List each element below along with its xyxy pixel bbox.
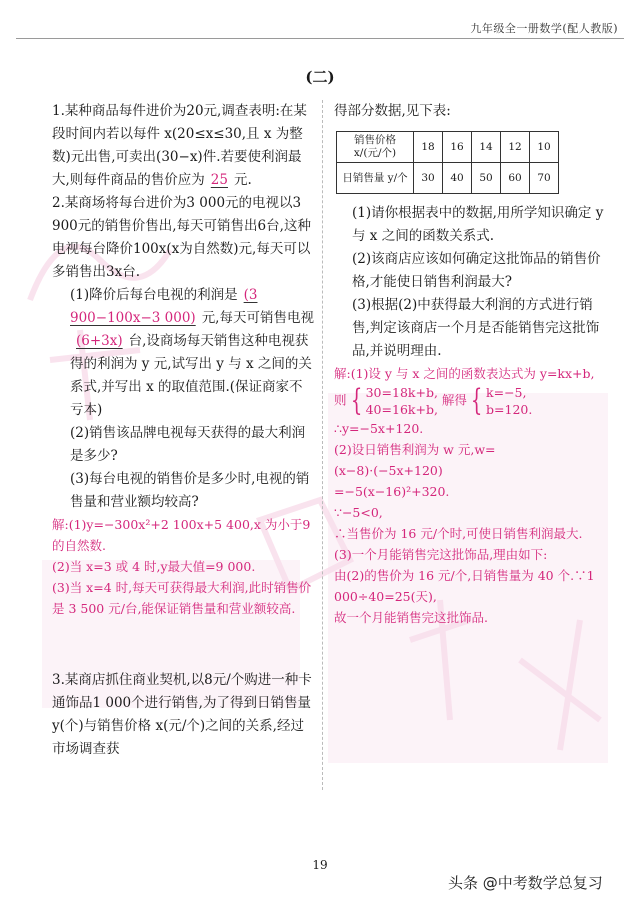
table-cell: 12 xyxy=(501,132,530,163)
q2-p1-text-b: 元,每天可销售电视 xyxy=(201,310,314,326)
q3-solution-line: =−5(x−16)²+320. xyxy=(334,484,450,499)
book-title: 九年级全一册数学(配人教版) xyxy=(470,22,618,35)
question-3-part-2: (2)该商店应该如何确定这批饰品的销售价格,才能使日销售利润最大? xyxy=(352,251,601,290)
question-3-stem: 3.某商店抓住商业契机,以8元/个购进一种卡通饰品1 000个进行销售,为了得到日销售量 y(个)与销售价格 x(元/个)之间的关系,经过市场调查获 xyxy=(52,672,312,757)
q3-solution-line: ∵−5<0, xyxy=(334,505,383,520)
q2-p1-answer-1: (3 900−100x−3 000) xyxy=(70,287,258,326)
q3-solution-line: (2)设日销售利润为 w 元,w=(x−8)·(−5x+120) xyxy=(334,442,496,478)
table-header-price: 销售价格 x/(元/个) xyxy=(337,132,414,163)
question-1 xyxy=(52,100,314,192)
right-column xyxy=(334,100,604,628)
sys-eq-1: 30=18k+b, xyxy=(365,385,438,400)
question-2-stem: 2.某商场将每台进价为3 000元的电视以3 900元的销售价售出,每天可销售出6台,这种电视每台降价100x(x为自然数)元,每天可以多销售出3x台. xyxy=(52,195,311,280)
page-number: 19 xyxy=(312,858,328,872)
question-1-text: 1.某种商品每件进价为20元,调查表明:在某段时间内若以每件 x(20≤x≤30,且 x 为整数)元出售,可卖出(30−x)件.若要使利润最大,则每件商品的售价应为 xyxy=(52,103,307,188)
q2-p1-text-a: (1)降价后每台电视的利润是 xyxy=(70,287,238,303)
sys-res-1: k=−5, xyxy=(486,385,527,400)
q3-solution-line: ∴当售价为 16 元/个时,可使日销售利润最大. xyxy=(334,526,583,541)
q3-solution-line: 解:(1)设 y 与 x 之间的函数表达式为 y=kx+b, xyxy=(334,366,595,381)
section-title: (二) xyxy=(305,68,335,86)
question-2-part-2: (2)销售该品牌电视每天获得的最大利润是多少? xyxy=(70,425,306,464)
spacer xyxy=(52,619,314,669)
left-column xyxy=(52,100,314,761)
sys-solve-label: 解得 xyxy=(441,392,467,408)
sys-res-2: b=120. xyxy=(486,402,533,417)
q2-solution-2: (2)当 x=3 或 4 时,y最大值=9 000. xyxy=(52,559,256,574)
table-cell: 30 xyxy=(414,163,443,194)
sys-equations xyxy=(366,384,438,418)
table-cell: 40 xyxy=(443,163,472,194)
table-cell: 16 xyxy=(443,132,472,163)
table-cell: 14 xyxy=(472,132,501,163)
q3-equation-system xyxy=(334,384,604,418)
sys-eq-2: 40=16k+b, xyxy=(365,402,438,417)
watermark-text: 头条 @中考数学总复习 xyxy=(448,874,603,892)
question-1-answer: 25 xyxy=(210,172,228,188)
question-2-part-1 xyxy=(52,284,314,422)
header-rule xyxy=(16,38,624,39)
left-brace-icon: { xyxy=(350,383,362,418)
table-cell: 70 xyxy=(530,163,559,194)
q2-solution-1: 解:(1)y=−300x²+2 100x+5 400,x 为小于9的自然数. xyxy=(52,517,311,553)
price-sales-table xyxy=(336,131,559,194)
column-divider xyxy=(322,100,323,790)
sys-results xyxy=(486,384,532,418)
sys-prefix: 则 xyxy=(334,392,347,408)
table-cell: 18 xyxy=(414,132,443,163)
question-1-tail: 元. xyxy=(233,172,252,188)
q3-solution-line: (3)一个月能销售完这批饰品,理由如下: xyxy=(334,547,548,562)
table-cell: 50 xyxy=(472,163,501,194)
table-row xyxy=(337,132,559,163)
q3-solution-line: ∴y=−5x+120. xyxy=(334,421,424,436)
left-brace-icon: { xyxy=(470,383,483,418)
question-3-part-3: (3)根据(2)中获得最大利润的方式进行销售,判定该商店一个月是否能销售完这批饰品,并说明理由. xyxy=(352,297,600,359)
question-3-stem-cont: 得部分数据,见下表: xyxy=(334,103,451,119)
question-3-part-1: (1)请你根据表中的数据,用所学知识确定 y 与 x 之间的函数关系式. xyxy=(352,205,604,244)
table-cell: 10 xyxy=(530,132,559,163)
q3-solution-line: 由(2)的售价为 16 元/个,日销售量为 40 个.∵1 000÷40=25(天), xyxy=(334,568,595,604)
q3-solution-line: 故一个月能销售完这批饰品. xyxy=(334,610,488,625)
q2-p1-text-c: 台,设商场每天销售这种电视获得的利润为 y 元,试写出 y 与 x 之间的关系式,并写出 x 的取值范围.(保证商家不亏本) xyxy=(70,333,312,418)
question-2-part-3: (3)每台电视的销售价是多少时,电视的销售量和营业额均较高? xyxy=(70,471,310,510)
table-row xyxy=(337,163,559,194)
table-cell: 60 xyxy=(501,163,530,194)
q2-p1-answer-2: (6+3x) xyxy=(76,333,123,349)
table-header-sales: 日销售量 y/个 xyxy=(337,163,414,194)
q2-solution-3: (3)当 x=4 时,每天可获得最大利润,此时销售价是 3 500 元/台,能保证销售量和营业额较高. xyxy=(52,580,312,616)
